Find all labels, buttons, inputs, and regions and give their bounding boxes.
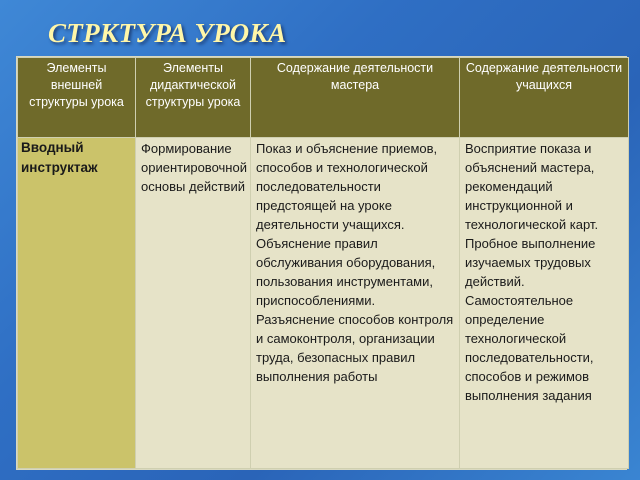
cell-student-activity: Восприятие показа и объяснений мастера, рекомендаций инструкционной и технологической карт. Пробное выполнение изучаемых трудовых действий. Самостоятельное определение технологической последовательности, способов и режимов выполнения задания — [460, 138, 629, 469]
header-master-activity: Содержание деятельности мастера — [251, 58, 460, 138]
cell-master-activity: Показ и объяснение приемов, способов и технологической последовательности предстоящей на уроке деятельности учащихся. Объяснение правил обслуживания оборудования, пользования инструментами, приспособлениями. Разъяснение способов контроля и самоконтроля, организации труда, безопасных правил выполнения работы — [251, 138, 460, 469]
header-student-activity: Содержание деятельности учащихся — [460, 58, 629, 138]
header-didactic-structure: Элементы дидактической структуры урока — [136, 58, 251, 138]
table-header-row — [18, 58, 629, 138]
slide-title: СТРКТУРА УРОКА — [48, 18, 287, 48]
header-external-structure: Элементы внешней структуры урока — [18, 58, 136, 138]
cell-external-element: Вводный инструктаж — [18, 138, 136, 469]
lesson-structure-table — [16, 56, 627, 470]
cell-didactic-element: Формирование ориентировочной основы действий — [136, 138, 251, 469]
table-row — [18, 138, 629, 469]
